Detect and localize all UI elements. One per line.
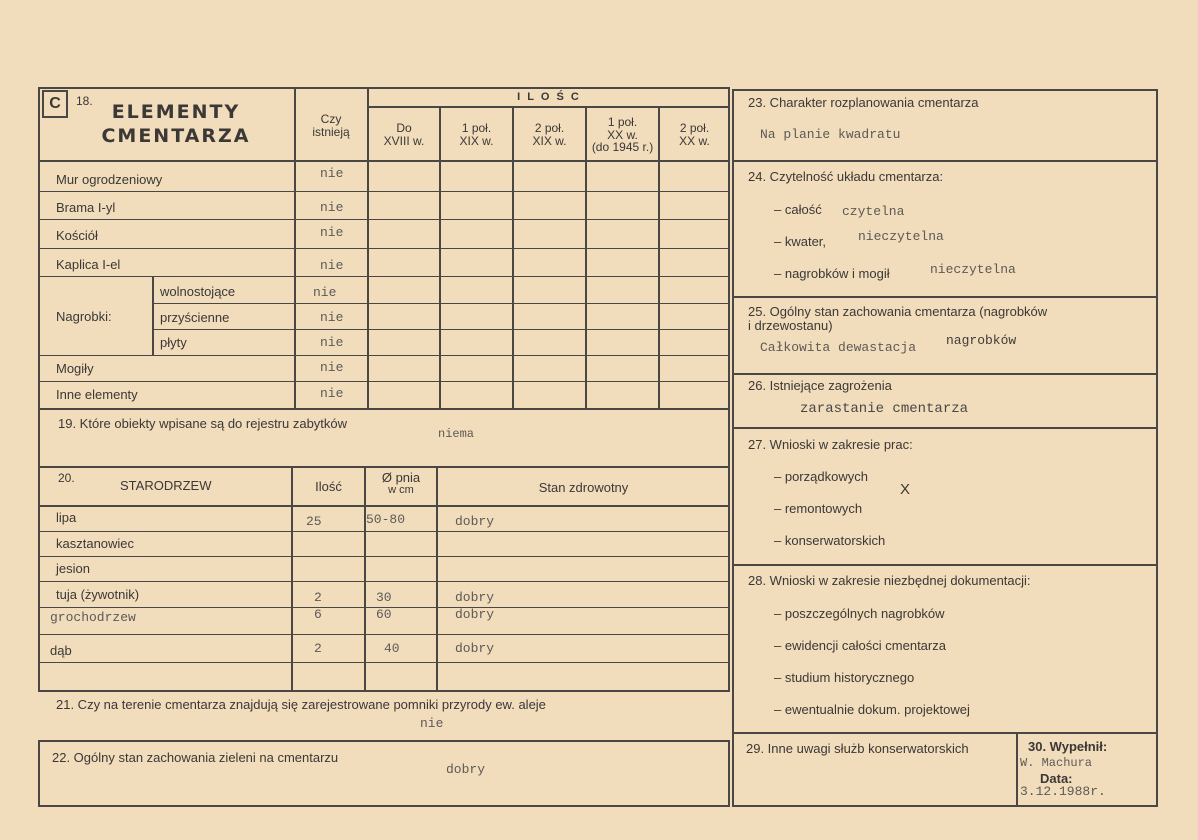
tree-health: dobry bbox=[455, 590, 495, 605]
nagrobki-type-label: wolnostojące bbox=[160, 284, 236, 299]
row-line bbox=[38, 191, 730, 192]
section-28-item: – poszczególnych nagrobków bbox=[774, 606, 945, 621]
frame-bottom-left bbox=[38, 805, 730, 807]
tree-qty: 6 bbox=[314, 607, 322, 622]
col-line bbox=[291, 466, 293, 690]
tree-diameter: 40 bbox=[384, 641, 400, 656]
row-line bbox=[732, 427, 1158, 429]
row-line bbox=[38, 581, 730, 582]
section-27-item: – konserwatorskich bbox=[774, 533, 886, 548]
col-header-qty: Ilość bbox=[315, 479, 342, 494]
section-18-title-line1: ELEMENTY bbox=[111, 101, 241, 123]
tree-health: dobry bbox=[455, 607, 495, 622]
row-line bbox=[38, 505, 730, 507]
tree-health: dobry bbox=[455, 514, 495, 529]
row-line bbox=[38, 556, 730, 557]
section-21-value: nie bbox=[420, 716, 444, 731]
row-line bbox=[38, 662, 730, 663]
row-line bbox=[38, 408, 730, 410]
period-header: 2 poł. XX w. bbox=[679, 121, 710, 148]
row-line bbox=[38, 219, 730, 220]
col-header-exists: Czy istnieją bbox=[312, 112, 350, 139]
frame-right bbox=[1156, 89, 1158, 807]
tree-species: kasztanowiec bbox=[56, 536, 135, 551]
section-19-value: niema bbox=[438, 427, 475, 441]
section-25-value-handwritten: nagrobków bbox=[946, 333, 1017, 348]
element-row-label: Brama I-yl bbox=[56, 200, 116, 215]
section-22-label: 22. Ogólny stan zachowania zieleni na cmentarzu bbox=[52, 750, 339, 765]
frame-mid-upper bbox=[728, 87, 730, 692]
row-line bbox=[732, 373, 1158, 375]
frame-left-lower bbox=[38, 740, 40, 807]
section-23-value: Na planie kwadratu bbox=[760, 127, 901, 142]
row-line bbox=[38, 355, 730, 356]
frame-mid-lower bbox=[728, 740, 730, 806]
row-line bbox=[38, 248, 730, 249]
nagrobki-type-value: nie bbox=[313, 285, 337, 300]
frame-bottom-right bbox=[732, 805, 1158, 807]
section-18-title-line2: CMENTARZA bbox=[101, 124, 251, 147]
element-row-label: Inne elementy bbox=[56, 387, 138, 402]
element-row-label: Mur ogrodzeniowy bbox=[56, 172, 163, 187]
col-header-quantity: I L O Ś C bbox=[517, 91, 581, 103]
tree-species: tuja (żywotnik) bbox=[56, 587, 140, 602]
col-header-diameter: Ø pnia w cm bbox=[381, 470, 421, 496]
row-line bbox=[38, 634, 730, 635]
period-header: 1 poł. XX w. (do 1945 r.) bbox=[591, 115, 654, 155]
element-row-value: nie bbox=[320, 386, 344, 401]
row-line bbox=[152, 329, 730, 330]
period-header: Do XVIII w. bbox=[383, 121, 425, 148]
nagrobki-type-value: nie bbox=[320, 335, 344, 350]
element-row-value: nie bbox=[320, 258, 344, 273]
col-line bbox=[436, 466, 438, 690]
element-row-label: Mogiły bbox=[56, 361, 94, 376]
section-24-item-value: czytelna bbox=[842, 204, 905, 219]
period-header: 2 poł. XIX w. bbox=[532, 121, 567, 148]
section-24-label: 24. Czytelność układu cmentarza: bbox=[748, 169, 944, 184]
tree-species: jesion bbox=[56, 561, 90, 576]
tree-diameter: 60 bbox=[376, 607, 392, 622]
section-29-label: 29. Inne uwagi służb konserwatorskich bbox=[746, 741, 969, 756]
col-line bbox=[364, 466, 366, 690]
section-20-title: STARODRZEW bbox=[120, 478, 212, 493]
col-line bbox=[512, 107, 514, 409]
frame-top-left bbox=[38, 87, 730, 89]
line-row22-top bbox=[38, 740, 730, 742]
section-27-item: – porządkowych bbox=[774, 469, 868, 484]
section-28-item: – ewidencji całości cmentarza bbox=[774, 638, 946, 653]
section-20-number: 20. bbox=[58, 471, 75, 485]
element-row-label: Kaplica I-el bbox=[56, 257, 121, 272]
element-row-value: nie bbox=[320, 166, 344, 181]
tree-health: dobry bbox=[455, 641, 495, 656]
section-23-label: 23. Charakter rozplanowania cmentarza bbox=[748, 95, 979, 110]
line-row21-top bbox=[38, 690, 730, 692]
row-line bbox=[38, 531, 730, 532]
element-row-value: nie bbox=[320, 360, 344, 375]
section-27-label: 27. Wnioski w zakresie prac: bbox=[748, 437, 913, 452]
frame-top-right bbox=[732, 89, 1158, 91]
tree-species: grochodrzew bbox=[50, 610, 136, 625]
row-line bbox=[732, 564, 1158, 566]
element-row-value: nie bbox=[320, 200, 344, 215]
frame-right-inner bbox=[732, 89, 734, 807]
row-line bbox=[732, 732, 1158, 734]
section-24-item-label: – całość bbox=[774, 202, 822, 217]
section-28-item: – studium historycznego bbox=[774, 670, 915, 685]
date-label: Data: bbox=[1040, 771, 1073, 786]
section-27-item: – remontowych bbox=[774, 501, 863, 516]
date-value: 3.12.1988r. bbox=[1020, 784, 1106, 799]
element-row-value: nie bbox=[320, 225, 344, 240]
tree-diameter: 30 bbox=[376, 590, 392, 605]
col-header-health: Stan zdrowotny bbox=[538, 480, 629, 495]
row-line bbox=[732, 296, 1158, 298]
nagrobki-type-label: przyścienne bbox=[160, 310, 230, 325]
element-row-label: Kościół bbox=[56, 228, 98, 243]
tree-qty: 25 bbox=[306, 514, 322, 529]
section-26-value: zarastanie cmentarza bbox=[800, 401, 969, 417]
col-line bbox=[439, 107, 441, 409]
row-line bbox=[38, 276, 730, 277]
filled-by-value: W. Machura bbox=[1020, 756, 1093, 770]
row-line bbox=[732, 160, 1158, 162]
row-line bbox=[152, 303, 730, 304]
nagrobki-type-label: płyty bbox=[160, 335, 187, 350]
section-25-value: Całkowita dewastacja bbox=[760, 340, 917, 355]
section-28-item: – ewentualnie dokum. projektowej bbox=[774, 702, 970, 717]
col-line bbox=[658, 107, 660, 409]
row-line bbox=[367, 106, 729, 108]
section-24-item-label: – nagrobków i mogił bbox=[774, 266, 890, 281]
section-24-item-value: nieczytelna bbox=[930, 262, 1016, 277]
section-22-value: dobry bbox=[446, 762, 486, 777]
x-mark: X bbox=[900, 481, 911, 498]
section-30-label: 30. Wypełnił: bbox=[1028, 739, 1108, 754]
tree-species: lipa bbox=[56, 510, 77, 525]
col-line bbox=[1016, 732, 1018, 807]
tree-diameter: 50-80 bbox=[366, 512, 406, 527]
tree-qty: 2 bbox=[314, 590, 322, 605]
period-header: 1 poł. XIX w. bbox=[459, 121, 494, 148]
row-line bbox=[38, 160, 730, 162]
section-26-label: 26. Istniejące zagrożenia bbox=[748, 378, 892, 393]
section-24-item-value: nieczytelna bbox=[858, 229, 944, 244]
section-19-label: 19. Które obiekty wpisane są do rejestru zabytków bbox=[58, 416, 348, 431]
section-24-item-label: – kwater, bbox=[774, 234, 827, 249]
frame-left bbox=[38, 87, 40, 692]
row-line bbox=[38, 381, 730, 382]
nagrobki-type-value: nie bbox=[320, 310, 344, 325]
nagrobki-label: Nagrobki: bbox=[56, 309, 112, 324]
row-line bbox=[38, 466, 730, 468]
section-21-label: 21. Czy na terenie cmentarza znajdują się zarejestrowane pomniki przyrody ew. aleje bbox=[56, 697, 546, 712]
tree-qty: 2 bbox=[314, 641, 322, 656]
col-line bbox=[152, 276, 154, 356]
section-28-label: 28. Wnioski w zakresie niezbędnej dokumentacji: bbox=[748, 573, 1031, 588]
section-18-number: 18. bbox=[76, 94, 93, 108]
tree-species: dąb bbox=[50, 643, 72, 658]
section-letter-box: C bbox=[42, 90, 68, 118]
section-18-title bbox=[88, 101, 264, 149]
section-25-label: 25. Ogólny stan zachowania cmentarza (nagrobków i drzewostanu) bbox=[748, 304, 1048, 334]
